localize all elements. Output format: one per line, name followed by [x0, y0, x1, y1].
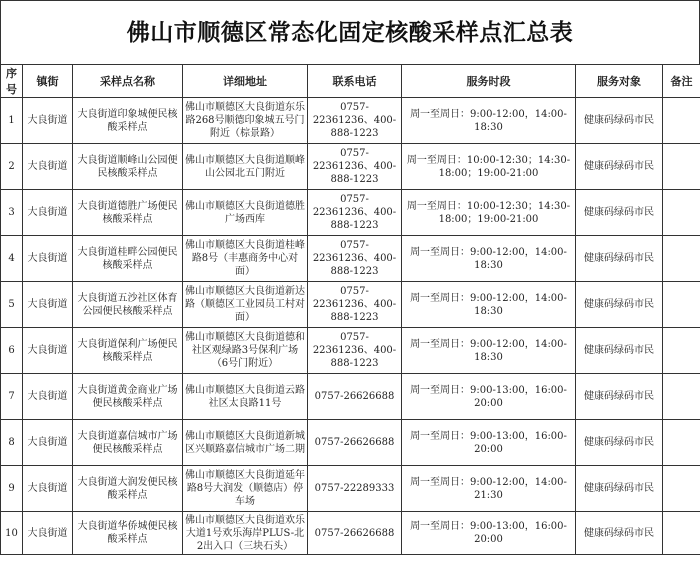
cell-site-name: 大良街道嘉信城市广场便民核酸采样点: [73, 420, 183, 466]
cell-phone: 0757-26626688: [308, 512, 402, 555]
cell-phone: 0757-26626688: [308, 374, 402, 420]
cell-address: 佛山市顺德区大良街道欢乐大道1号欢乐海岸PLUS-北2出入口（三块石头）: [183, 512, 308, 555]
cell-site-name: 大良街道德胜广场便民核酸采样点: [73, 190, 183, 236]
cell-site-name: 大良街道保利广场便民核酸采样点: [73, 328, 183, 374]
cell-town: 大良街道: [23, 328, 73, 374]
header-site-name: 采样点名称: [73, 65, 183, 98]
cell-target: 健康码绿码市民: [576, 374, 663, 420]
cell-hours: 周一至周日：9:00-12:00，14:00-18:30: [402, 282, 576, 328]
cell-phone: 0757-26626688: [308, 420, 402, 466]
cell-no: 9: [1, 466, 23, 512]
cell-site-name: 大良街道华侨城便民核酸采样点: [73, 512, 183, 555]
cell-no: 4: [1, 236, 23, 282]
cell-no: 8: [1, 420, 23, 466]
cell-remark: [663, 328, 700, 374]
cell-no: 1: [1, 98, 23, 144]
table-row: [1, 328, 700, 374]
cell-target: 健康码绿码市民: [576, 328, 663, 374]
header-remark: 备注: [663, 65, 700, 98]
cell-site-name: 大良街道五沙社区体育公园便民核酸采样点: [73, 282, 183, 328]
cell-no: 7: [1, 374, 23, 420]
header-target: 服务对象: [576, 65, 663, 98]
table-row: [1, 512, 700, 555]
cell-address: 佛山市顺德区大良街道延年路8号大润发（顺德店）停车场: [183, 466, 308, 512]
cell-town: 大良街道: [23, 236, 73, 282]
table-row: [1, 374, 700, 420]
header-no: 序号: [1, 65, 23, 98]
cell-target: 健康码绿码市民: [576, 420, 663, 466]
cell-town: 大良街道: [23, 98, 73, 144]
cell-hours: 周一至周日：10:00-12:30；14:30-18:00；19:00-21:00: [402, 190, 576, 236]
cell-no: 3: [1, 190, 23, 236]
cell-town: 大良街道: [23, 144, 73, 190]
cell-town: 大良街道: [23, 282, 73, 328]
cell-hours: 周一至周日：9:00-13:00，16:00-20:00: [402, 374, 576, 420]
cell-phone: 0757-22361236、400-888-1223: [308, 144, 402, 190]
cell-site-name: 大良街道黄金商业广场便民核酸采样点: [73, 374, 183, 420]
cell-phone: 0757-22289333: [308, 466, 402, 512]
table-row: [1, 282, 700, 328]
cell-address: 佛山市顺德区大良街道桂峰路8号（丰惠商务中心对面）: [183, 236, 308, 282]
cell-phone: 0757-22361236、400-888-1223: [308, 236, 402, 282]
cell-hours: 周一至周日：9:00-12:00，14:00-18:30: [402, 236, 576, 282]
sampling-sites-table: [0, 64, 700, 555]
header-phone: 联系电话: [308, 65, 402, 98]
cell-phone: 0757-22361236、400-888-1223: [308, 282, 402, 328]
table-row: [1, 190, 700, 236]
table-row: [1, 144, 700, 190]
cell-no: 2: [1, 144, 23, 190]
cell-hours: 周一至周日：9:00-12:00，14:00-18:30: [402, 98, 576, 144]
cell-site-name: 大良街道大润发便民核酸采样点: [73, 466, 183, 512]
cell-target: 健康码绿码市民: [576, 144, 663, 190]
table-row: [1, 420, 700, 466]
cell-remark: [663, 190, 700, 236]
cell-site-name: 大良街道桂畔公园便民核酸采样点: [73, 236, 183, 282]
cell-hours: 周一至周日：9:00-13:00，16:00-20:00: [402, 420, 576, 466]
cell-town: 大良街道: [23, 190, 73, 236]
cell-address: 佛山市顺德区大良街道东乐路268号顺德印象城五号门附近（棕景路）: [183, 98, 308, 144]
cell-address: 佛山市顺德区大良街道德和社区观绿路3号保利广场（6号门附近）: [183, 328, 308, 374]
header-town: 镇街: [23, 65, 73, 98]
cell-target: 健康码绿码市民: [576, 466, 663, 512]
header-address: 详细地址: [183, 65, 308, 98]
cell-hours: 周一至周日：10:00-12:30；14:30-18:00；19:00-21:00: [402, 144, 576, 190]
cell-no: 6: [1, 328, 23, 374]
cell-remark: [663, 466, 700, 512]
table-header-row: [1, 65, 700, 98]
cell-remark: [663, 236, 700, 282]
table-row: [1, 466, 700, 512]
table-row: [1, 98, 700, 144]
page-title: 佛山市顺德区常态化固定核酸采样点汇总表: [0, 0, 700, 64]
cell-site-name: 大良街道印象城便民核酸采样点: [73, 98, 183, 144]
cell-remark: [663, 420, 700, 466]
cell-town: 大良街道: [23, 466, 73, 512]
cell-address: 佛山市顺德区大良街道德胜广场西库: [183, 190, 308, 236]
cell-target: 健康码绿码市民: [576, 190, 663, 236]
cell-remark: [663, 144, 700, 190]
cell-remark: [663, 512, 700, 555]
table-row: [1, 236, 700, 282]
cell-hours: 周一至周日：9:00-13:00，16:00-20:00: [402, 512, 576, 555]
cell-target: 健康码绿码市民: [576, 98, 663, 144]
cell-phone: 0757-22361236、400-888-1223: [308, 98, 402, 144]
cell-town: 大良街道: [23, 374, 73, 420]
cell-site-name: 大良街道顺峰山公园便民核酸采样点: [73, 144, 183, 190]
cell-address: 佛山市顺德区大良街道云路社区太良路11号: [183, 374, 308, 420]
cell-remark: [663, 98, 700, 144]
cell-remark: [663, 282, 700, 328]
cell-phone: 0757-22361236、400-888-1223: [308, 328, 402, 374]
cell-target: 健康码绿码市民: [576, 282, 663, 328]
cell-phone: 0757-22361236、400-888-1223: [308, 190, 402, 236]
cell-hours: 周一至周日：9:00-12:00，14:00-18:30: [402, 328, 576, 374]
cell-remark: [663, 374, 700, 420]
cell-town: 大良街道: [23, 420, 73, 466]
cell-town: 大良街道: [23, 512, 73, 555]
cell-address: 佛山市顺德区大良街道新达路（顺德区工业园员工村对面）: [183, 282, 308, 328]
cell-address: 佛山市顺德区大良街道顺峰山公园北五门附近: [183, 144, 308, 190]
cell-no: 10: [1, 512, 23, 555]
cell-target: 健康码绿码市民: [576, 236, 663, 282]
cell-no: 5: [1, 282, 23, 328]
cell-address: 佛山市顺德区大良街道新城区兴顺路嘉信城市广场二期: [183, 420, 308, 466]
cell-target: 健康码绿码市民: [576, 512, 663, 555]
cell-hours: 周一至周日：9:00-12:00，14:00-21:30: [402, 466, 576, 512]
header-hours: 服务时段: [402, 65, 576, 98]
